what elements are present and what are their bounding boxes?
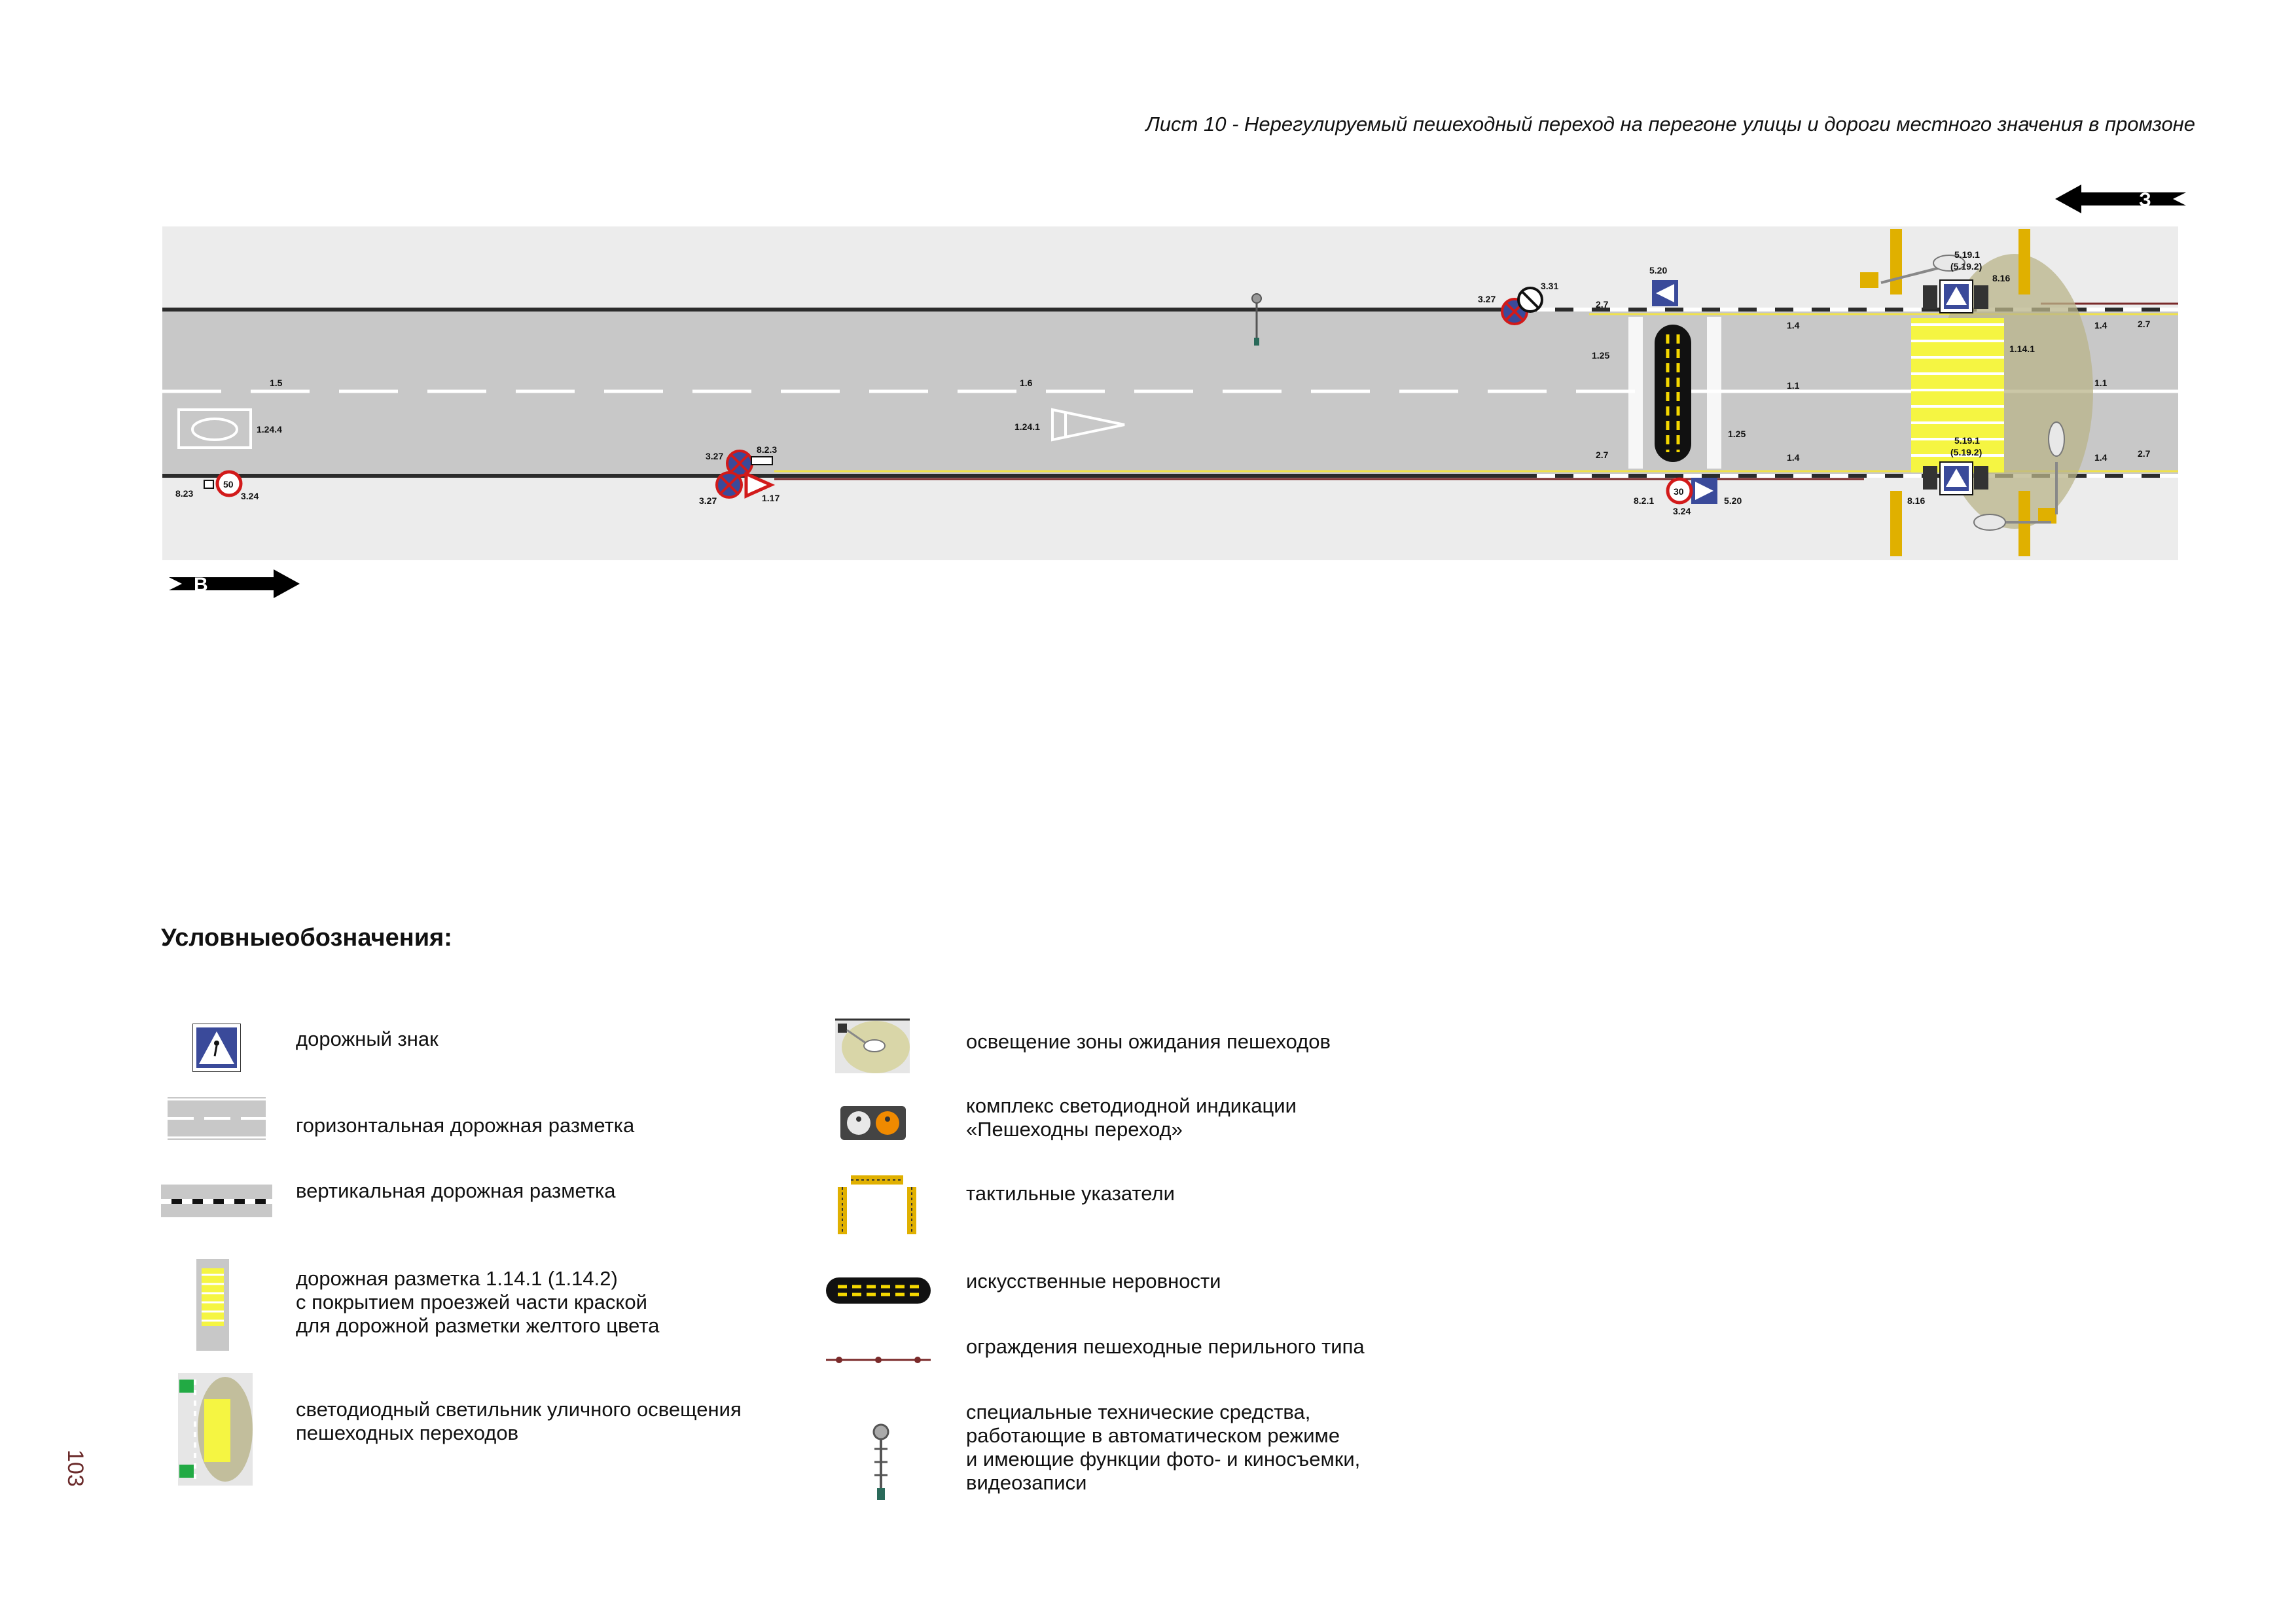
label-5-19-1-bottom: 5.19.1 — [1954, 435, 1980, 446]
label-8-2-1: 8.2.1 — [1634, 495, 1655, 506]
label-2-7-bl: 2.7 — [1596, 450, 1609, 460]
label-3-27-b: 3.27 — [699, 495, 717, 506]
label-2-7-tr: 2.7 — [2138, 319, 2151, 329]
legend-waiting-zone-light: освещение зоны ожидания пешеходов — [966, 1030, 1331, 1053]
sheet-title: Лист 10 - Нерегулируемый пешеходный переход на перегоне улицы и дороги местного значения в промзоне — [1145, 113, 2195, 135]
sign-5-20-top — [1652, 280, 1678, 306]
label-8-16-top: 8.16 — [1992, 273, 2011, 283]
page-number: 103 — [63, 1450, 88, 1487]
road-plan — [162, 226, 2178, 560]
label-2-7-tl: 2.7 — [1596, 299, 1609, 310]
legend-horizontal-marking: горизонтальная дорожная разметка — [296, 1114, 635, 1137]
label-1-1-b: 1.1 — [2094, 378, 2108, 388]
direction-label-east: З — [2139, 189, 2151, 211]
label-5-20-top: 5.20 — [1649, 265, 1668, 276]
label-1-4-c: 1.4 — [2094, 320, 2108, 330]
speed-bump-zone — [1628, 317, 1721, 469]
label-1-14-1: 1.14.1 — [2009, 344, 2035, 354]
legend-led-complex: комплекс светодиодной индикации «Пешеходны переход» — [966, 1094, 1297, 1141]
label-3-27-top: 3.27 — [1478, 294, 1496, 304]
legend-led-complex-icon — [840, 1106, 906, 1140]
label-8-16-bottom: 8.16 — [1907, 495, 1926, 506]
label-3-27-a: 3.27 — [706, 451, 724, 461]
label-8-23: 8.23 — [175, 488, 194, 499]
label-1-25-bottom: 1.25 — [1728, 429, 1746, 439]
label-3-31: 3.31 — [1541, 281, 1559, 291]
label-1-1-a: 1.1 — [1787, 380, 1800, 391]
legend-street-light: светодиодный светильник уличного освещения пешеходных переходов — [296, 1398, 742, 1444]
label-5-19-1-top: 5.19.1 — [1954, 249, 1980, 260]
legend-street-light-icon — [178, 1373, 253, 1486]
label-8-2-3: 8.2.3 — [757, 444, 778, 455]
label-1-17: 1.17 — [762, 493, 780, 503]
legend-camera-icon — [869, 1423, 893, 1504]
label-1-5: 1.5 — [270, 378, 283, 388]
legend-road-sign: дорожный знак — [296, 1027, 439, 1050]
label-2-7-br: 2.7 — [2138, 448, 2151, 459]
label-1-4-a: 1.4 — [1787, 320, 1800, 330]
label-5-20-bottom: 5.20 — [1724, 495, 1742, 506]
legend-tactile-icon — [838, 1175, 916, 1234]
legend-vertical-marking: вертикальная дорожная разметка — [296, 1179, 616, 1202]
legend-horizontal-marking-icon — [168, 1097, 266, 1140]
label-1-24-4: 1.24.4 — [257, 424, 282, 435]
legend-camera: специальные технические средства, работающие в автоматическом режиме и имеющие функции фото- и киносъемки, видеозаписи — [966, 1400, 1361, 1494]
label-1-6: 1.6 — [1020, 378, 1033, 388]
label-1-4-b: 1.4 — [1787, 452, 1800, 463]
legend-tactile: тактильные указатели — [966, 1182, 1175, 1205]
direction-label-west: В — [194, 574, 208, 596]
legend-railing-icon — [826, 1353, 931, 1366]
direction-arrow-east — [2055, 185, 2186, 213]
label-1-25-top: 1.25 — [1592, 350, 1610, 361]
legend-zebra-marking: дорожная разметка 1.14.1 (1.14.2) с покрытием проезжей части краской для дорожной разметки желтого цвета — [296, 1267, 660, 1337]
legend-road-sign-icon — [192, 1024, 241, 1072]
svg-text:30: 30 — [1674, 486, 1684, 497]
sign-5-20-bottom — [1668, 478, 1717, 504]
label-1-24-1: 1.24.1 — [1014, 421, 1040, 432]
label-1-4-d: 1.4 — [2094, 452, 2108, 463]
legend-waiting-zone-light-icon — [835, 1018, 910, 1073]
label-3-24-right: 3.24 — [1673, 506, 1691, 516]
legend-zebra-icon — [196, 1259, 229, 1351]
label-5-19-2-top: (5.19.2) — [1950, 261, 1982, 272]
legend-speed-bump: искусственные неровности — [966, 1270, 1221, 1293]
legend-speed-bump-icon — [826, 1277, 931, 1304]
direction-arrow-west — [169, 569, 300, 598]
svg-text:50: 50 — [223, 479, 234, 490]
label-3-24-left: 3.24 — [241, 491, 259, 501]
legend-vertical-marking-icon — [161, 1185, 272, 1217]
speed-bump — [1655, 325, 1691, 462]
legend-railing: ограждения пешеходные перильного типа — [966, 1335, 1365, 1358]
legend-title: Условныеобозначения: — [161, 924, 452, 952]
label-5-19-2-bottom: (5.19.2) — [1950, 447, 1982, 457]
